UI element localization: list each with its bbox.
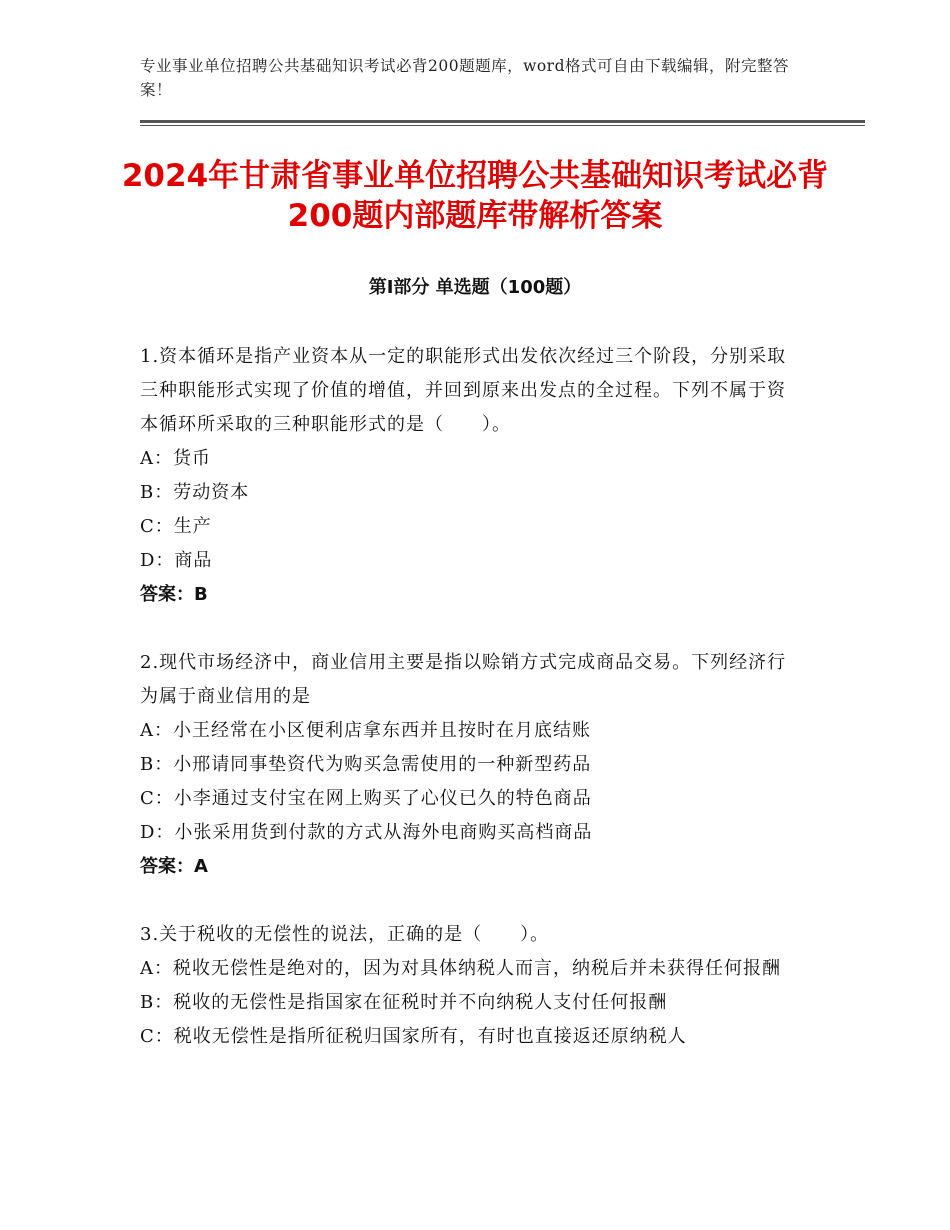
document-title: 2024年甘肃省事业单位招聘公共基础知识考试必背200题内部题库带解析答案 bbox=[121, 158, 829, 234]
question-2 bbox=[140, 646, 800, 884]
header-divider bbox=[140, 120, 865, 126]
option-c: C：生产 bbox=[140, 516, 212, 537]
option-a: A：税收无偿性是绝对的，因为对具体纳税人而言，纳税后并未获得任何报酬 bbox=[140, 958, 781, 979]
header-divider-thick bbox=[140, 120, 865, 123]
question-list bbox=[140, 340, 800, 1088]
option-a: A：小王经常在小区便利店拿东西并且按时在月底结账 bbox=[140, 720, 591, 741]
option-d: D：商品 bbox=[140, 550, 213, 571]
question-stem: 2.现代市场经济中，商业信用主要是指以赊销方式完成商品交易。下列经济行为属于商业信用的是 bbox=[140, 652, 787, 707]
question-1 bbox=[140, 340, 800, 612]
answer: 答案：B bbox=[140, 584, 208, 605]
section-title: 第Ⅰ部分 单选题（100题） bbox=[368, 277, 582, 298]
answer: 答案：A bbox=[140, 856, 208, 877]
option-b: B：劳动资本 bbox=[140, 482, 250, 503]
option-d: D：小张采用货到付款的方式从海外电商购买高档商品 bbox=[140, 822, 593, 843]
option-c: C：税收无偿性是指所征税归国家所有，有时也直接返还原纳税人 bbox=[140, 1026, 687, 1047]
question-3 bbox=[140, 918, 800, 1054]
header-divider-thin bbox=[140, 125, 865, 126]
option-a: A：货币 bbox=[140, 448, 211, 469]
option-b: B：税收的无偿性是指国家在征税时并不向纳税人支付任何报酬 bbox=[140, 992, 668, 1013]
option-b: B：小邢请同事垫资代为购买急需使用的一种新型药品 bbox=[140, 754, 592, 775]
question-stem: 1.资本循环是指产业资本从一定的职能形式出发依次经过三个阶段，分别采取三种职能形式实现了价值的增值，并回到原来出发点的全过程。下列不属于资本循环所采取的三种职能形式的是（ ）。 bbox=[140, 346, 787, 435]
header-note: 专业事业单位招聘公共基础知识考试必背200题题库，word格式可自由下载编辑，附完整答案！ bbox=[140, 57, 790, 99]
option-c: C：小李通过支付宝在网上购买了心仪已久的特色商品 bbox=[140, 788, 592, 809]
question-stem: 3.关于税收的无偿性的说法，正确的是（ ）。 bbox=[140, 924, 550, 945]
